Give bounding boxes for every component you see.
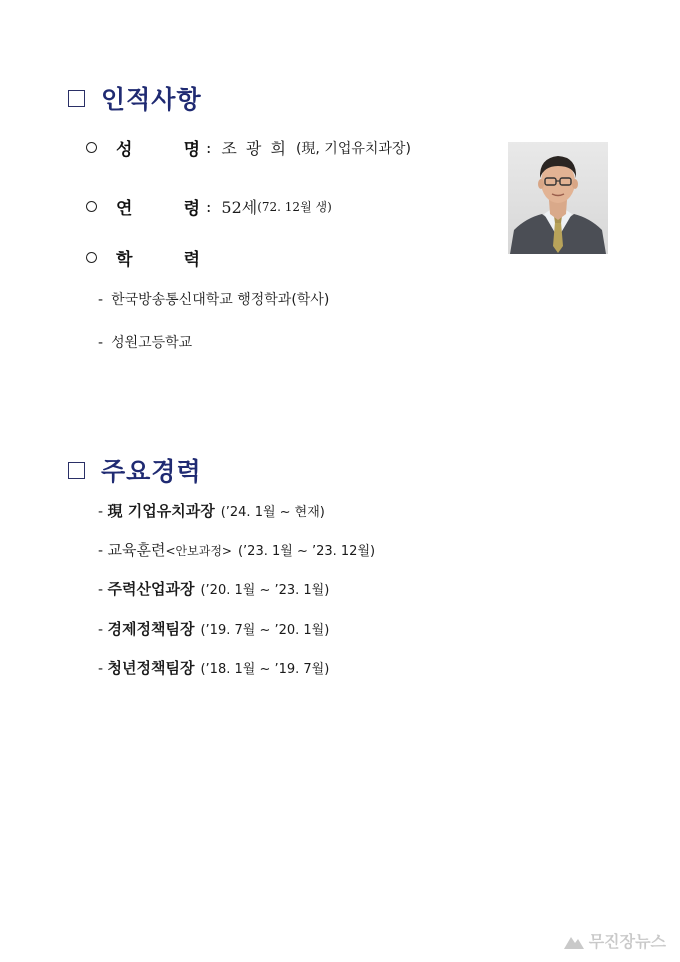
mountain-icon — [563, 932, 585, 950]
section-heading-personal — [68, 80, 202, 116]
portrait-illustration — [508, 142, 608, 254]
career-item: - 교육훈련<안보과정> (’23. 1월 ~ ’23. 12월) — [98, 541, 376, 559]
circle-bullet-icon — [86, 252, 97, 263]
education-row — [86, 245, 200, 270]
circle-bullet-icon — [86, 201, 97, 212]
name-label: 성 명 — [116, 140, 200, 160]
age-note: (72. 12월 생) — [257, 200, 332, 214]
career-item: - 경제정책팀장 (’19. 7월 ~ ’20. 1월) — [98, 620, 330, 638]
square-bullet-icon — [68, 90, 85, 107]
portrait-photo — [508, 142, 608, 254]
section-heading-career — [68, 452, 202, 488]
section-title: 주요경력 — [101, 457, 202, 486]
section-title: 인적사항 — [101, 85, 202, 114]
age-label: 연 령 — [116, 199, 200, 219]
education-item: - 성원고등학교 — [98, 335, 193, 351]
education-item: - 한국방송통신대학교 행정학과(학사) — [98, 292, 330, 308]
career-item: - 주력산업과장 (’20. 1월 ~ ’23. 1월) — [98, 580, 330, 598]
name-value: 조 광 희 — [221, 139, 288, 158]
watermark-logo: 무진장뉴스 — [563, 929, 666, 952]
age-value: 52세 — [221, 198, 258, 217]
education-label: 학 력 — [116, 250, 200, 270]
name-row: 성 명 : 조 광 희 (現, 기업유치과장) — [86, 135, 411, 160]
career-item: - 청년정책팀장 (’18. 1월 ~ ’19. 7월) — [98, 659, 330, 677]
circle-bullet-icon — [86, 142, 97, 153]
career-item: - 現 기업유치과장 (’24. 1월 ~ 현재) — [98, 502, 325, 520]
name-note: (現, 기업유치과장) — [295, 140, 411, 157]
age-row: 연 령 : 52세 (72. 12월 생) — [86, 194, 332, 219]
square-bullet-icon — [68, 462, 85, 479]
